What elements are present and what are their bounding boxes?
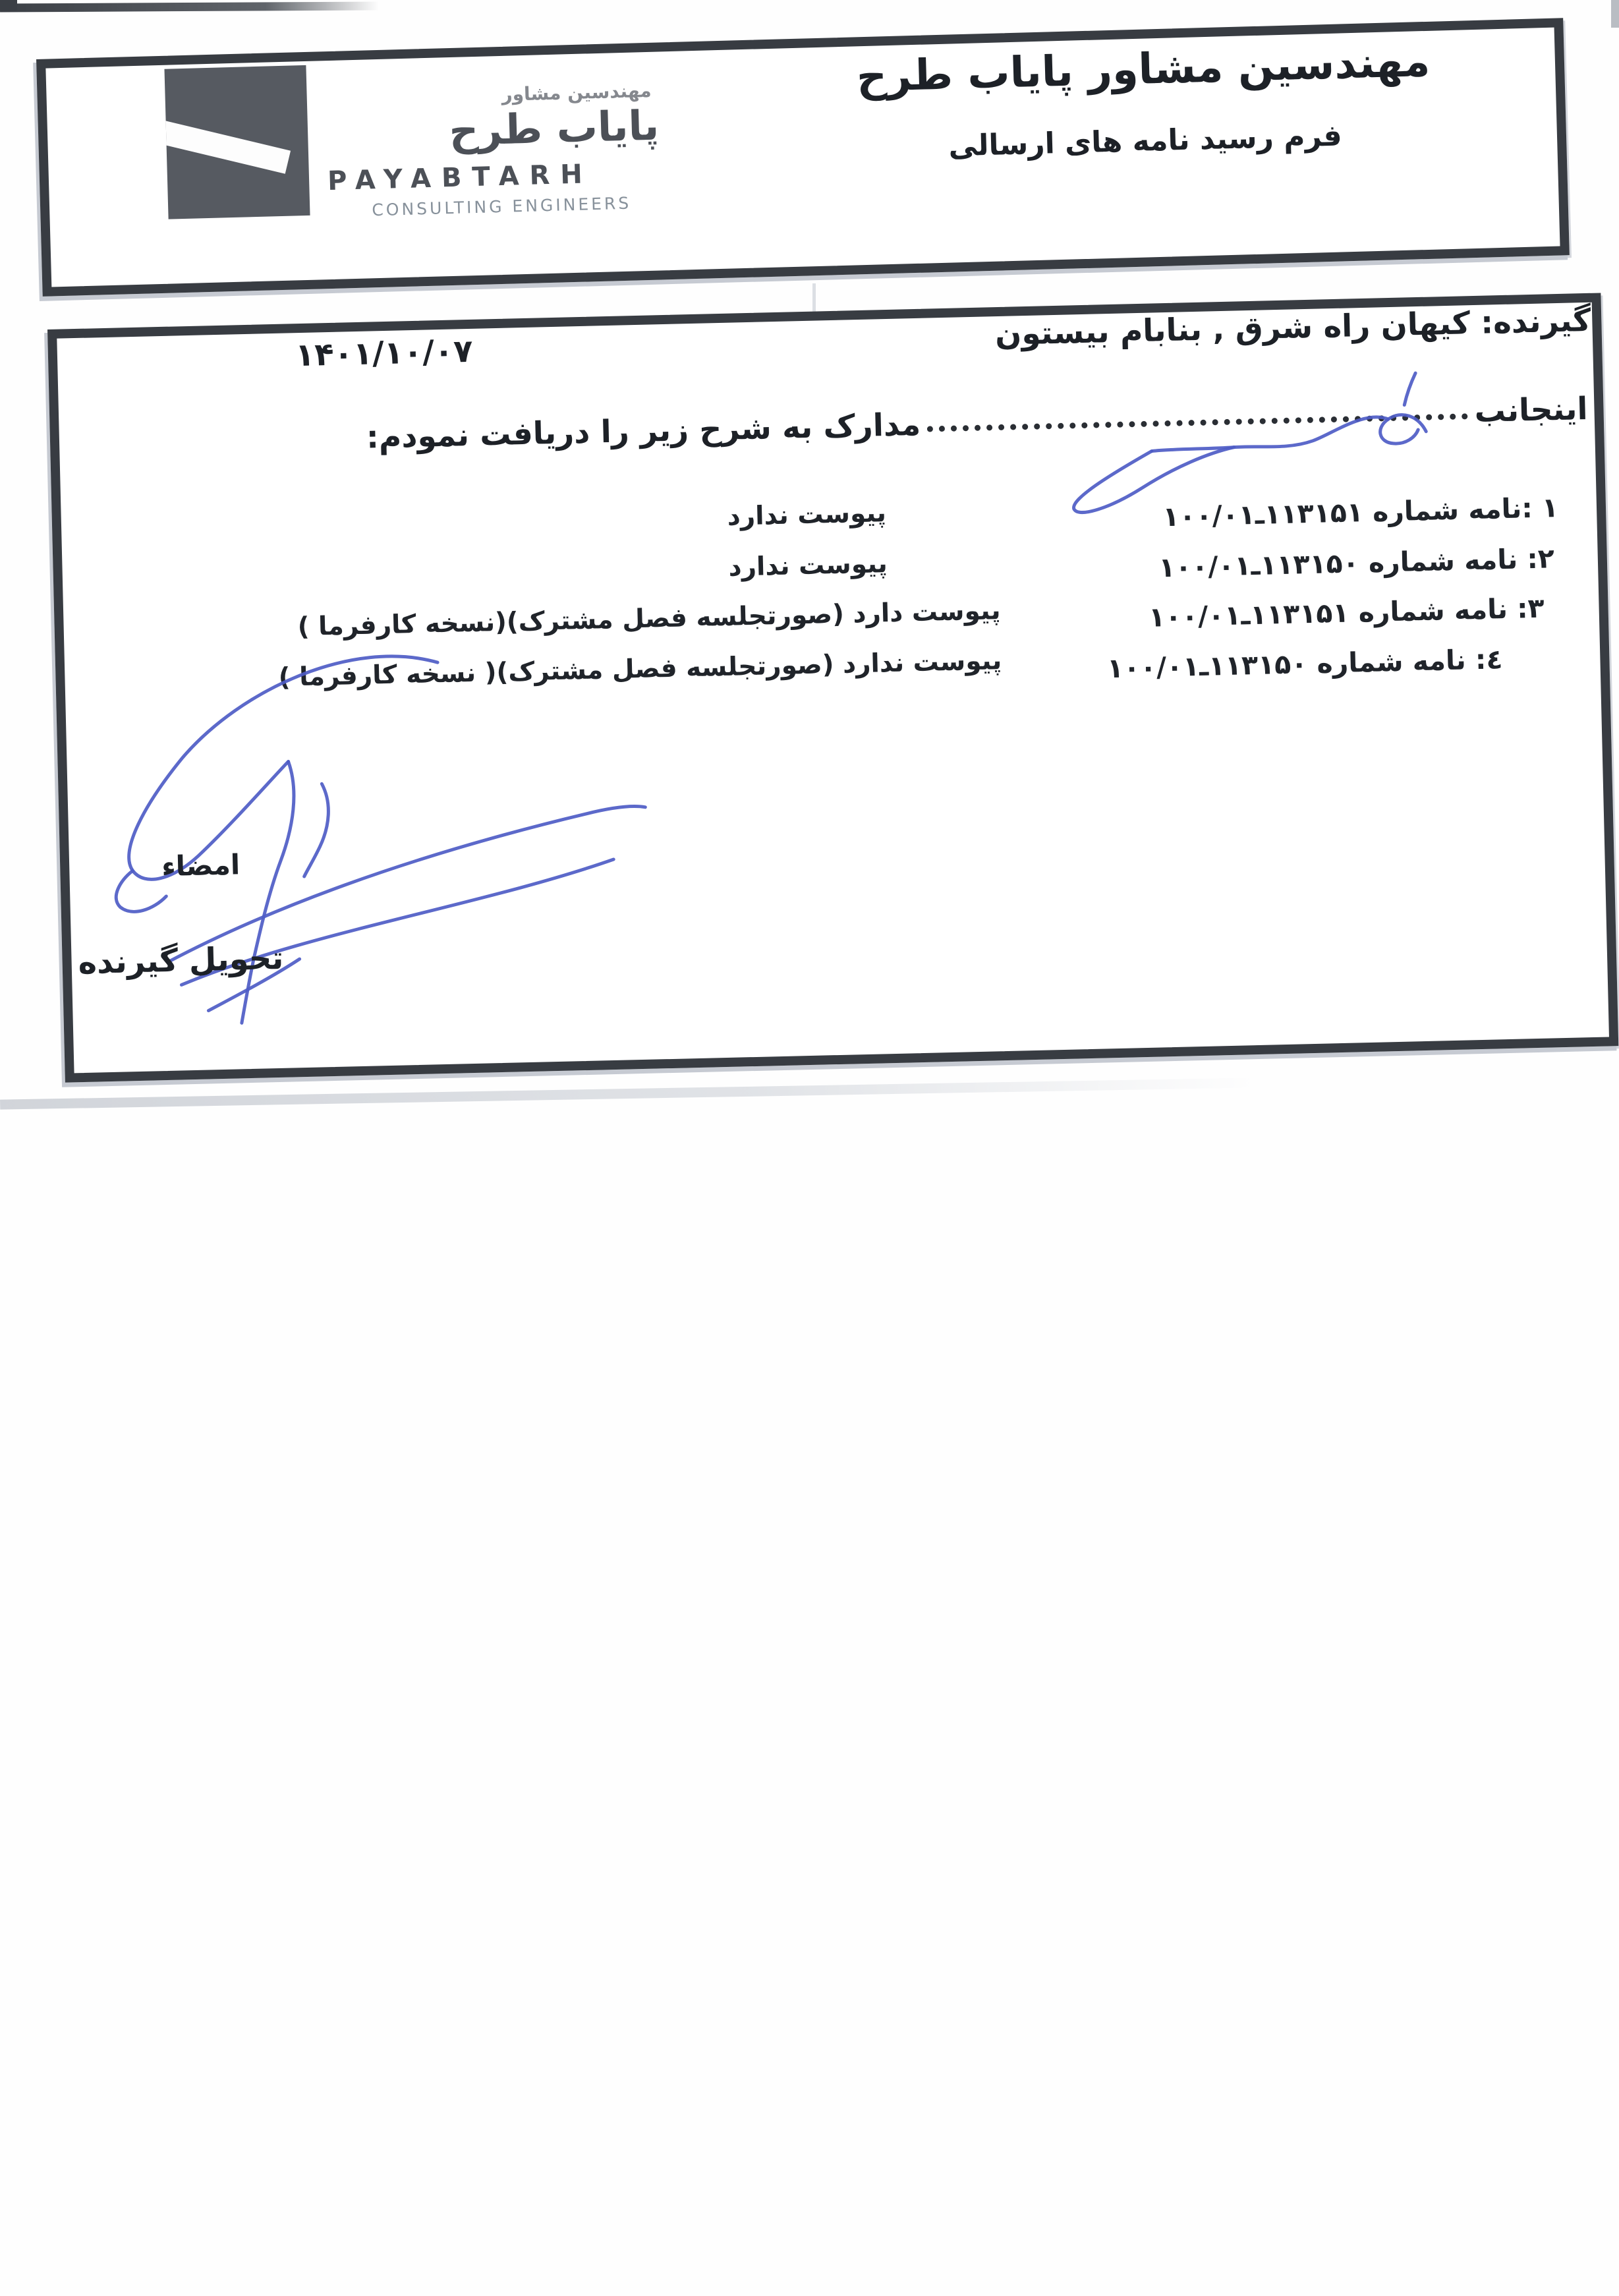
undersigned-label: اینجانب bbox=[1474, 390, 1589, 430]
item-4-attachment: پیوست ندارد (صورتجلسه فصل مشترک)( نسخه کارفرما ) bbox=[278, 646, 1002, 693]
item-3-letter: ۳: نامه شماره ۱۱۳۱۵۱ـ۱۰۰/۰۱ bbox=[1148, 592, 1545, 633]
logo-persian-small: مهندسین مشاور bbox=[501, 79, 652, 105]
item-3-attachment: پیوست دارد (صورتجلسه فصل مشترک)(نسخه کارفرما ) bbox=[297, 596, 1001, 643]
scan-corner-mark bbox=[0, 0, 17, 11]
logo-latin-name: PAYABTARH bbox=[327, 159, 594, 197]
company-title: مهندسین مشاور پایاب طرح bbox=[855, 37, 1431, 102]
letterhead-box bbox=[36, 18, 1570, 297]
scan-streak-top bbox=[0, 1, 379, 12]
logo-latin-subtitle: CONSULTING ENGINEERS bbox=[371, 193, 632, 220]
logo-stripe bbox=[164, 119, 291, 174]
logo-mark-icon bbox=[164, 65, 310, 219]
item-2-attachment: پیوست ندارد bbox=[728, 549, 888, 583]
logo-text-block bbox=[324, 53, 661, 221]
scan-edge-sliver bbox=[1611, 0, 1619, 28]
item-4-letter: ٤: نامه شماره ۱۱۳۱۵۰ـ۱۰۰/۰۱ bbox=[1106, 643, 1503, 685]
scan-streak-bottom bbox=[0, 1077, 1259, 1109]
item-2-letter: ۲: نامه شماره ۱۱۳۱۵۰ـ۱۰۰/۰۱ bbox=[1158, 542, 1555, 584]
company-logo bbox=[164, 53, 661, 225]
received-statement: مدارک به شرح زیر را دریافت نمودم: bbox=[366, 406, 921, 456]
item-1-attachment: پیوست ندارد bbox=[727, 498, 887, 532]
form-title: فرم رسید نامه های ارسالی bbox=[948, 119, 1343, 163]
form-titles bbox=[800, 36, 1488, 167]
receiver-label: تحویل گیرنده bbox=[77, 939, 284, 982]
receipt-form-box bbox=[47, 293, 1618, 1082]
recipient-line: گیرنده: کیهان راه شرق , بنابام بیستون bbox=[994, 302, 1591, 353]
item-1-letter: ۱ :نامه شماره ۱۱۳۱۵۱ـ۱۰۰/۰۱ bbox=[1162, 492, 1559, 533]
date-value: ۱۴۰۱/۱۰/۰۷ bbox=[295, 332, 474, 374]
signature-label: امضاء bbox=[161, 848, 241, 883]
logo-persian-large: پایاب طرح bbox=[448, 101, 660, 156]
receiver-handwritten-signature bbox=[69, 641, 671, 1043]
